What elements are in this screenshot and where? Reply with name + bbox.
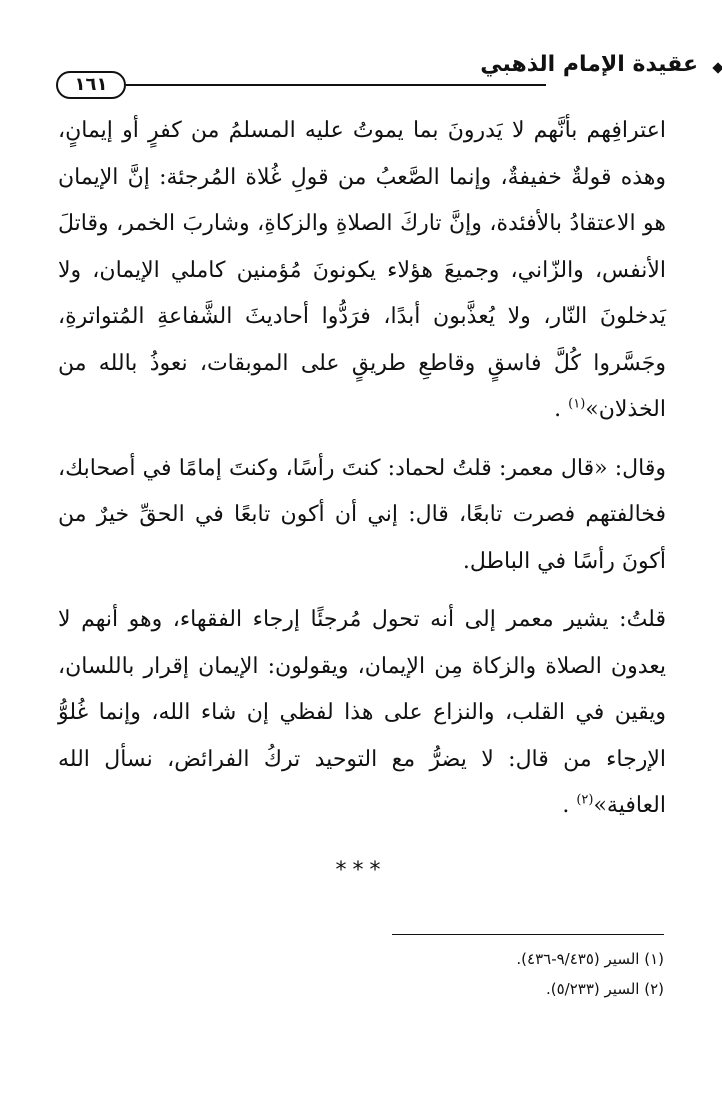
- header-rule: [126, 84, 546, 86]
- footnotes: [64, 944, 664, 1004]
- paragraph-1-tail: .: [554, 397, 569, 422]
- paragraph-1-text: اعترافِهم بأنَّهم لا يَدرونَ بما يموتُ عليه المسلمُ من كفرٍ أو إيمانٍ، وهذه قولةٌ خفيفةٌ، وإنما الصَّعبُ من قولِ غُلاة المُرجئة: إنَّ الإيمان هو الاعتقادُ بالأفئدة، وإنَّ تاركَ الصلاةِ والزكاةِ، وشاربَ الخمر، وقاتلَ الأنفس، والزّاني، وجميعَ هؤلاء يكونونَ مُؤمنين كاملي الإيمان، ولا يَدخلونَ النّار، ولا يُعذَّبون أبدًا، فرَدُّوا أحاديثَ الشَّفاعةِ المُتواترةِ، وجَسَّروا كُلَّ فاسقٍ وقاطعِ طريقٍ على الموبقات، نعوذُ بالله من الخذلان»: [58, 118, 666, 422]
- footnote-rule: [392, 934, 664, 935]
- running-title: عقيدة الإمام الذهبي: [480, 52, 698, 77]
- main-text: [58, 108, 666, 830]
- paragraph-2-text: وقال: «قال معمر: قلتُ لحماد: كنتَ رأسًا، وكنتَ إمامًا في أصحابك، فخالفتهم فصرت تابعًا، قال: إني أن أكون تابعًا في الحقِّ خيرٌ من أكونَ رأسًا في الباطل.: [58, 455, 666, 574]
- page-header: [56, 52, 706, 98]
- corner-mark: [712, 62, 722, 73]
- paragraph-3-text: قلتُ: يشير معمر إلى أنه تحول مُرجئًا إرجاء الفقهاء، وهو أنهم لا يعدون الصلاة والزكاة مِن الإيمان، ويقولون: الإيمان إقرار باللسان، ويقين في القلب، والنزاع على هذا لفظي إن شاء الله، وإنما غُلوُّ الإرجاء من قال: لا يضرُّ مع التوحيد تركُ الفرائض، نسأل الله العافية»: [58, 607, 666, 818]
- paragraph-3: [58, 597, 666, 830]
- footnote-2: (٢) السير (٥/٢٣٣).: [546, 980, 664, 998]
- paragraph-3-tail: .: [562, 793, 577, 818]
- footnote-ref-1[interactable]: (١): [568, 396, 586, 412]
- footnote-1: (١) السير (٩/٤٣٥-٤٣٦).: [516, 950, 664, 968]
- footnote-ref-2[interactable]: (٢): [576, 792, 594, 808]
- paragraph-2: [58, 446, 666, 586]
- paragraph-1: [58, 108, 666, 434]
- page-number: ١٦١: [56, 71, 126, 99]
- section-separator: ***: [335, 858, 387, 883]
